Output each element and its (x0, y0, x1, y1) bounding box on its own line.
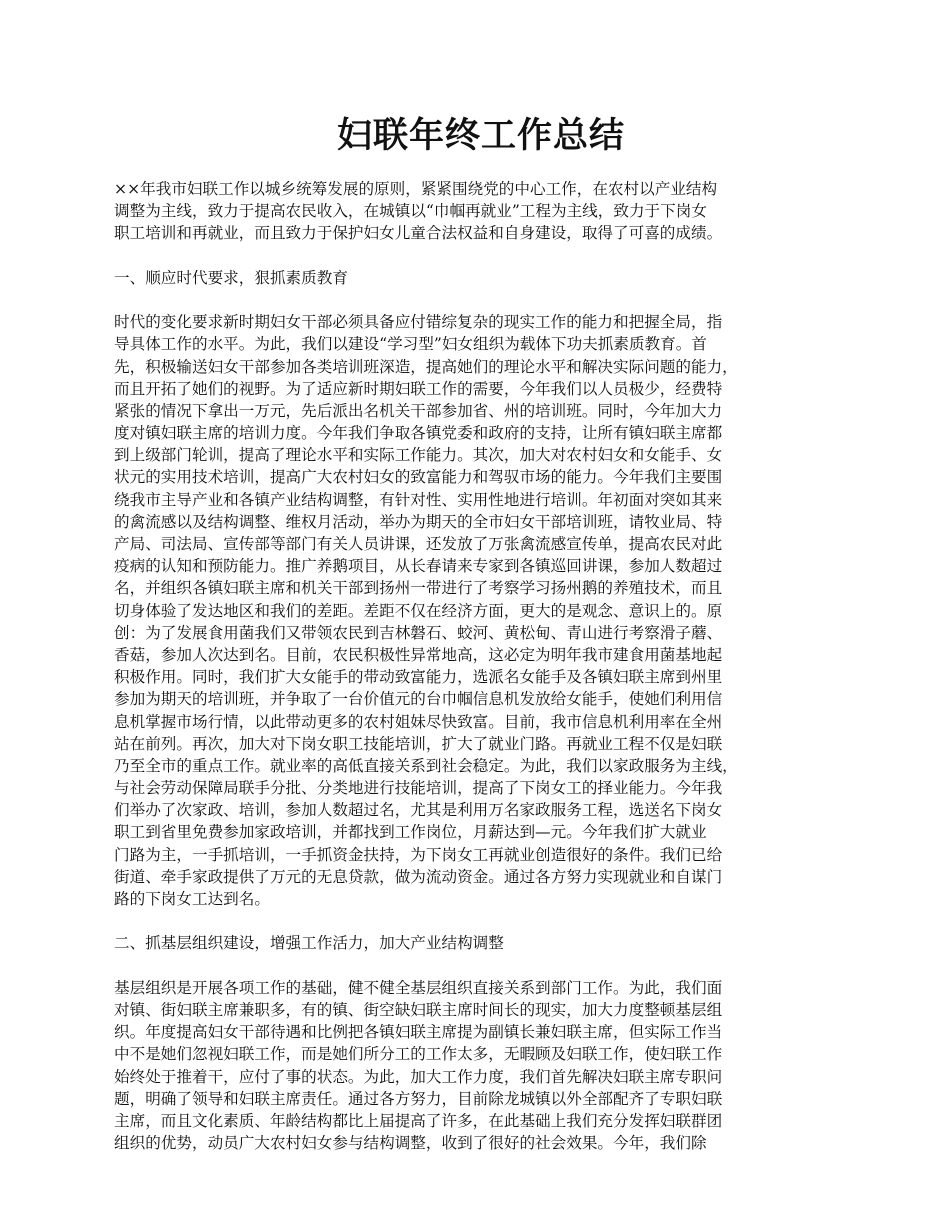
text-line: 而且开拓了她们的视野。为了适应新时期妇联工作的需要，今年我们以人员极少，经费特 (114, 379, 723, 398)
text-line: 创：为了发展食用菌我们又带领农民到吉林磐石、蛟河、黄松甸、青山进行考察滑子蘑、 (114, 623, 723, 642)
intro-paragraph (114, 178, 848, 245)
section1-paragraph (114, 311, 848, 910)
section-heading-1: 一、顺应时代要求，狠抓素质教育 (114, 268, 348, 287)
text-line: 路的下岗女工达到名。 (114, 890, 270, 908)
document-body (114, 178, 848, 1154)
text-line: 街道、牵手家政提供了万元的无息贷款，做为流动资金。通过各方努力实现就业和自谋门 (114, 867, 723, 886)
text-line: 的禽流感以及结构调整、维权月活动，举办为期天的全市妇女干部培训班，请牧业局、特 (114, 512, 723, 531)
text-line: 与社会劳动保障局联手分批、分类地进行技能培训，提高了下岗女工的择业能力。今年我 (114, 779, 723, 798)
text-line: 参加为期天的培训班，并争取了一台价值元的台巾帼信息机发放给女能手，使她们利用信 (114, 690, 723, 709)
text-line: 先，积极输送妇女干部参加各类培训班深造，提高她们的理论水平和解决实际问题的能力， (114, 357, 738, 376)
text-line: 绕我市主导产业和各镇产业结构调整，有针对性、实用性地进行培训。年初面对突如其来 (114, 490, 723, 509)
text-line: 息机掌握市场行情，以此带动更多的农村姐妹尽快致富。目前，我市信息机利用率在全州 (114, 712, 723, 731)
page-title: 妇联年终工作总结 (336, 115, 625, 156)
text-line: 调整为主线，致力于提高农民收入，在城镇以“巾帼再就业”工程为主线，致力于下岗女 (114, 202, 707, 221)
text-line: 门路为主，一手抓培训，一手抓资金扶持，为下岗女工再就业创造很好的条件。我们已给 (114, 845, 723, 864)
text-line: 始终处于推着干，应付了事的状态。为此，加大工作力度，我们首先解决妇联主席专职问 (114, 1067, 723, 1086)
text-line: 产局、司法局、宣传部等部门有关人员讲课，还发放了万张禽流感宣传单，提高农民对此 (114, 535, 723, 553)
text-line: 们举办了次家政、培训，参加人数超过名，尤其是利用万名家政服务工程，选送名下岗女 (114, 801, 723, 820)
text-line: 导具体工作的水平。为此，我们以建设“学习型”妇女组织为载体下功夫抓素质教育。首 (114, 335, 707, 354)
text-line: 织。年度提高妇女干部待遇和比例把各镇妇联主席提为副镇长兼妇联主席，但实际工作当 (114, 1023, 723, 1042)
text-line: 积极作用。同时，我们扩大女能手的带动致富能力，选派名女能手及各镇妇联主席到州里 (114, 668, 723, 687)
text-line: 题，明确了领导和妇联主席责任。通过各方努力，目前除龙城镇以外全部配齐了专职妇联 (114, 1089, 723, 1108)
text-line: 名，并组织各镇妇联主席和机关干部到扬州一带进行了考察学习扬州鹅的养殖技术，而且 (114, 579, 723, 598)
text-line: 基层组织是开展各项工作的基础，健不健全基层组织直接关系到部门工作。为此，我们面 (114, 978, 723, 997)
text-line: 疫病的认知和预防能力。推广养鹅项目，从长春请来专家到各镇巡回讲课，参加人数超过 (114, 557, 723, 576)
text-line: 对镇、街妇联主席兼职多，有的镇、街空缺妇联主席时间长的现实，加大力度整顿基层组 (114, 1000, 723, 1019)
text-line: ××年我市妇联工作以城乡统筹发展的原则，紧紧围绕党的中心工作，在农村以产业结构 (114, 180, 718, 198)
section2-paragraph (114, 977, 848, 1155)
text-line: 香菇，参加人次达到名。目前，农民积极性异常地高，这必定为明年我市建食用菌基地起 (114, 645, 723, 664)
text-line: 度对镇妇联主席的培训力度。今年我们争取各镇党委和政府的支持，让所有镇妇联主席都 (114, 424, 723, 443)
text-line: 主席，而且文化素质、年龄结构都比上届提高了许多，在此基础上我们充分发挥妇联群团 (114, 1111, 723, 1130)
text-line: 到上级部门轮训，提高了理论水平和实际工作能力。其次，加大对农村妇女和女能手、女 (114, 446, 723, 465)
text-line: 切身体验了发达地区和我们的差距。差距不仅在经济方面，更大的是观念、意识上的。原 (114, 601, 723, 620)
text-line: 乃至全市的重点工作。就业率的高低直接关系到社会稳定。为此，我们以家政服务为主线， (114, 756, 738, 775)
text-line: 紧张的情况下拿出一万元，先后派出名机关干部参加省、州的培训班。同时，今年加大力 (114, 401, 723, 420)
text-line: 站在前列。再次，加大对下岗女职工技能培训，扩大了就业门路。再就业工程不仅是妇联 (114, 734, 723, 753)
text-line: 职工到省里免费参加家政培训，并都找到工作岗位，月薪达到—元。今年我们扩大就业 (114, 823, 707, 842)
text-line: 中不是她们忽视妇联工作，而是她们所分工的工作太多，无暇顾及妇联工作，使妇联工作 (114, 1045, 723, 1064)
text-line: 时代的变化要求新时期妇女干部必须具备应付错综复杂的现实工作的能力和把握全局，指 (114, 313, 723, 332)
text-line: 状元的实用技术培训，提高广大农村妇女的致富能力和驾驭市场的能力。今年我们主要围 (114, 468, 723, 487)
text-line: 组织的优势，动员广大农村妇女参与结构调整，收到了很好的社会效果。今年，我们除 (114, 1134, 707, 1153)
section-heading-2: 二、抓基层组织建设，增强工作活力，加大产业结构调整 (114, 934, 504, 953)
text-line: 职工培训和再就业，而且致力于保护妇女儿童合法权益和自身建设，取得了可喜的成绩。 (114, 224, 723, 243)
